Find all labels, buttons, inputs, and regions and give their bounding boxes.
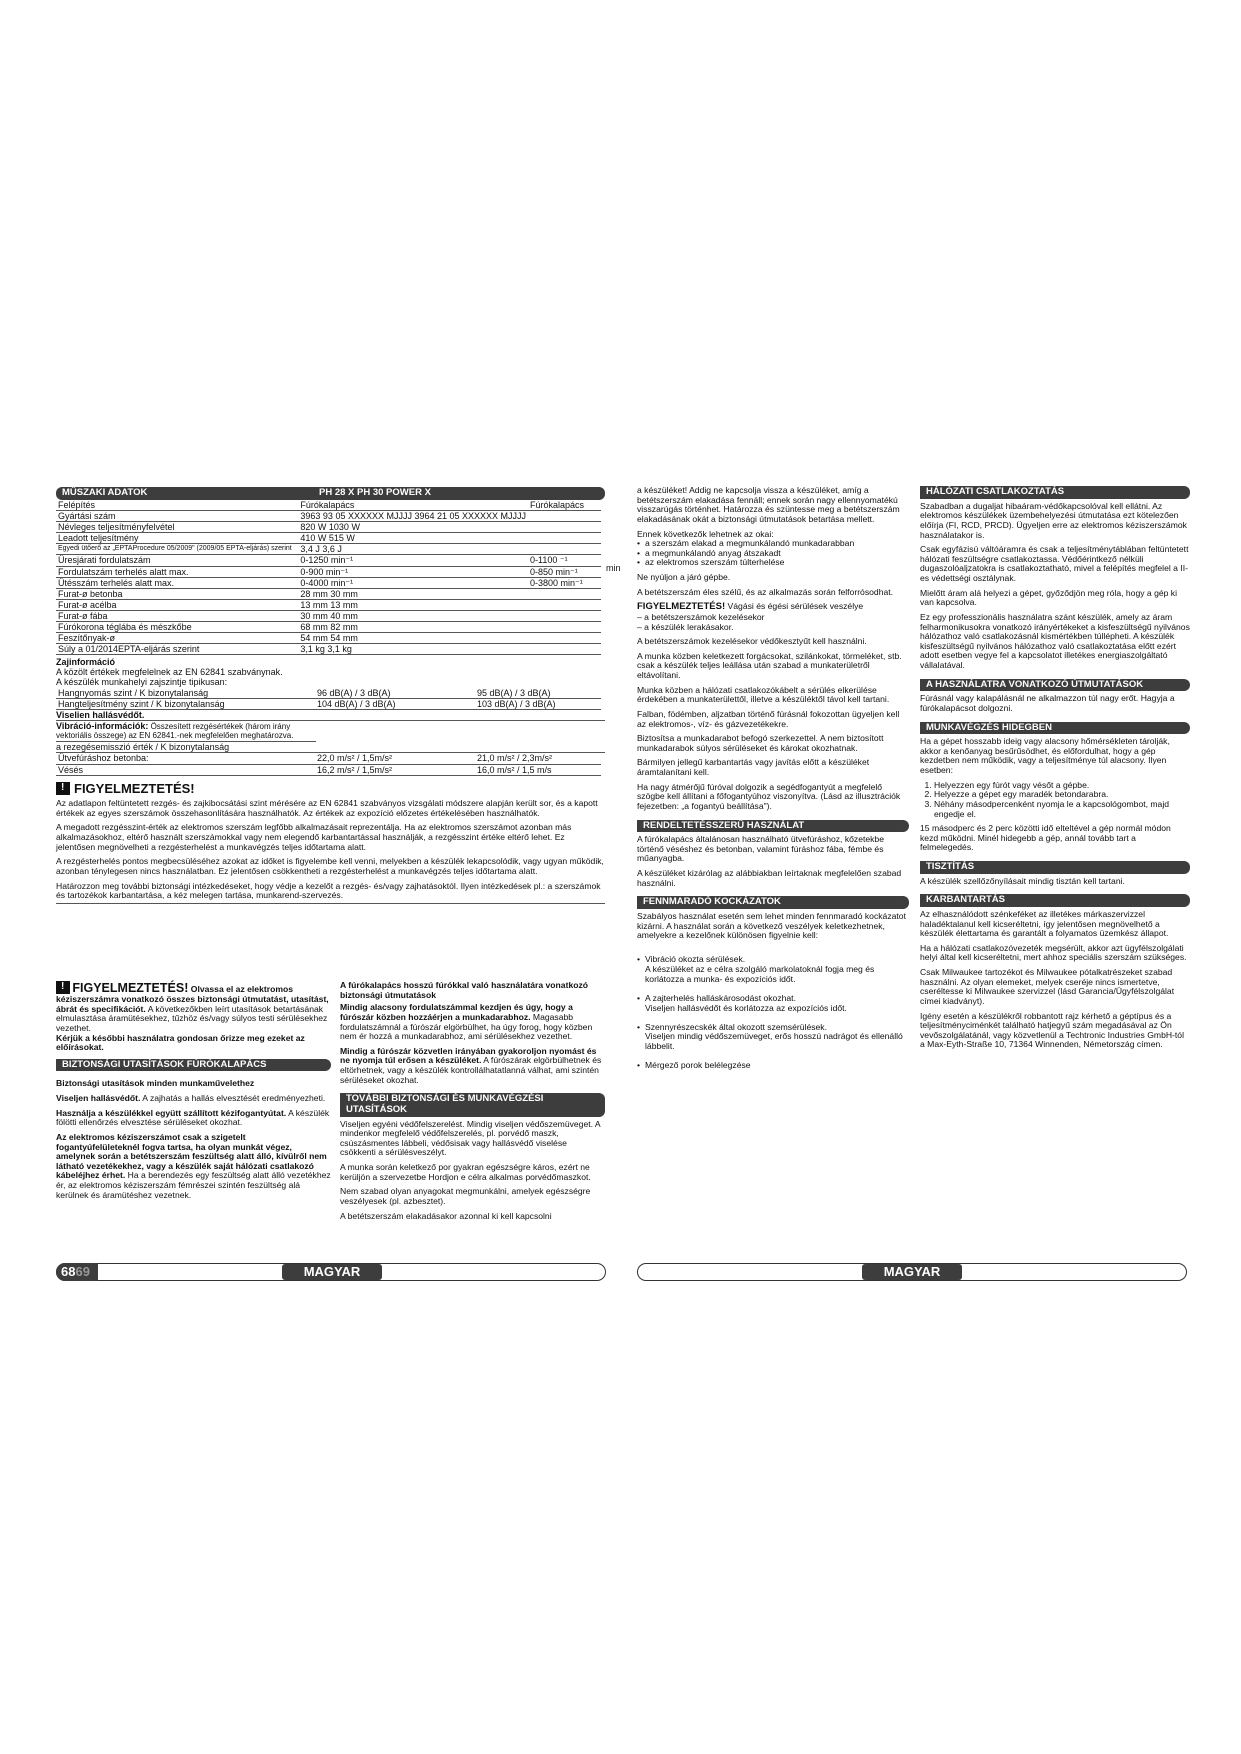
table-cell-v1: 22,0 m/s² / 1,5m/s²: [315, 753, 475, 764]
paragraph: Falban, födémben, aljzatban történő fúrásnál fokozottan ügyeljen kell az elektromos-, víz- és gázvezetékekre.: [637, 708, 900, 729]
table-cell-v1: 0-4000 min⁻¹: [298, 577, 528, 588]
paragraph: [56, 1094, 331, 1104]
table-cell-v2: [528, 588, 601, 599]
table-row: [56, 764, 601, 775]
table-cell-v2: 21,0 m/s² / 2,3m/s²: [475, 753, 601, 764]
text: A fúrószárak elgörbülhetnek és eltörhetnek, vagy a készülék kontrollálhatatlanná válhat, ami szintén sérüléseket okozhat.: [340, 1055, 602, 1085]
paragraph: Bármilyen jellegű karbantartás vagy javítás előtt a készüléket áramtalanítani kell.: [637, 757, 870, 777]
table-cell-v1: Fúrókalapács: [298, 500, 528, 511]
table-cell-v1: 3,4 J 3,6 J: [298, 544, 528, 555]
table-row: [56, 544, 601, 555]
list: [637, 539, 909, 568]
paragraph: Ne nyúljon a járó gépbe.: [637, 572, 731, 582]
paragraph: A fúrókalapács általánosan használható ütvefúráshoz, kőzetekbe történő véséshez és betonban, valamint fúráshoz fába, fémbe és műanyagba.: [637, 834, 884, 864]
table-cell-v2: [528, 644, 601, 655]
list-item: 1. Helyezzen egy fúrót vagy vésőt a gépbe.: [934, 781, 1190, 791]
table-row: [56, 687, 601, 698]
table-row: [56, 577, 601, 588]
paragraph: [340, 1047, 605, 1086]
table-cell-v2: [528, 610, 601, 621]
table-row: [56, 644, 601, 655]
text: Magasabb fordulatszámnál a fúrószár elgörbülhet, ha úgy forog, hogy közben nem ér hozzá a munkadarabhoz, ami sérülésekhez vezethet.: [340, 1011, 593, 1042]
warning-para: Határozzon meg további biztonsági intézkedéseket, hogy védje a kezelőt a rezgés- és/vagy zajhatásoktól. Ilyen intézkedések pl.: a szerszámok és tartozékok karbantartása, a kéz melegen tartása, munkarend-szervezés.: [56, 880, 601, 901]
list-item: • az elektromos szerszám túlterhelése: [637, 558, 909, 568]
paragraph: Az elhasználódott szénkeféket az illetékes márkaszervizzel haladéktalanul kell kicseréltetni, így jelentősen megnövelhető a készülék élettartama és garantált a folyamatos üzemkész állapot.: [920, 908, 1169, 939]
vib-line: a rezegésemisszió érték / K bizonytalanság: [56, 742, 605, 753]
table-cell-label: Fúrókorona téglába és mészkőbe: [56, 621, 298, 632]
table-row: [56, 500, 601, 511]
page-number-left: 68: [61, 1264, 76, 1279]
paragraph: Ha a gépet hosszabb ideig vagy alacsony hőmérsékleten tárolják, akkor a kenőanyag besűrűsödhet, és előfordulhat, hogy a gép kezdetben nem működik, vagy a teljesítménye túl alacsony. Ilyen esetben:: [920, 736, 1170, 775]
table-cell-v2: 0-3800 min⁻¹: [528, 577, 601, 588]
warning-triangle-icon: [56, 782, 70, 795]
table-cell-label: Gyártási szám: [56, 511, 298, 522]
table-cell-v1: 410 W 515 W: [298, 533, 528, 544]
table-cell-v2: [528, 621, 601, 632]
table-cell-v1: 96 dB(A) / 3 dB(A): [315, 687, 475, 698]
table-cell-v1: 3,1 kg 3,1 kg: [298, 644, 528, 655]
table-cell-v2: 0-1100 ⁻¹: [528, 555, 601, 566]
paragraph: Mielőtt áram alá helyezi a gépet, győződjön meg róla, hogy a gép ki van kapcsolva.: [920, 587, 1178, 608]
paragraph: a készüléket! Addig ne kapcsolja vissza a készüléket, amíg a betétszerszám elakadása fennáll; ennek során nagy ellennyomatékú visszarúgás történhet. Határozza és szüntesse meg a betétszerszám elakadásának okát a biztonsági útmutatások betartása mellett.: [637, 485, 900, 524]
table-row: [56, 698, 601, 709]
table-cell-v1: 104 dB(A) / 3 dB(A): [315, 698, 475, 709]
spec-table: [56, 500, 601, 656]
table-row: [56, 511, 601, 522]
table-cell-label: Ütvefúráshoz betonba:: [56, 753, 315, 764]
warning-triangle-icon: [56, 981, 70, 994]
noise-title: Zajinformáció: [56, 657, 116, 668]
table-cell-v1: 13 mm 13 mm: [298, 599, 528, 610]
table-cell-label: Furat-ø acélba: [56, 599, 298, 610]
paragraph: A készülék szellőzőnyílásait mindig tisztán kell tartani.: [920, 875, 1125, 886]
safety-warning-bold: Olvassa el az elektromos kéziszerszámra vonatkozó összes biztonsági útmutatást, utasítást, ábrát és specifikációt.: [56, 984, 329, 1014]
spec-min-label: min: [606, 563, 621, 573]
noise-table: [56, 687, 601, 710]
paragraph: A betétszerszámok kezelésekor védőkesztyűt kell használni.: [637, 636, 867, 647]
bold-lead: Mindig alacsony fordulatszámmal kezdjen és úgy, hogy a fúrószár közben hozzáérjen a munkadarabhoz.: [340, 1002, 573, 1022]
paragraph: Ha nagy átmérőjű fúróval dolgozik a segédfogantyút a megfelelő szögbe kell állítani a főfogantyúhoz viszonyítva. (Lásd az illusztrációk fejezetben: „a fogantyú beállítása").: [637, 781, 901, 811]
table-cell-v1: 54 mm 54 mm: [298, 632, 528, 643]
subheading: Biztonsági utasítások minden munkaművelethez: [56, 1078, 255, 1089]
paragraph: Nem szabad olyan anyagokat megmunkálni, amelyek egészségre veszélyesek (pl. azbesztet).: [340, 1186, 591, 1206]
paragraph: Csak Milwaukee tartozékot és Milwaukee pótalkatrészeket szabad használni. Az olyan elemeket, melyek cseréje nincs ismertetve, cseréltesse ki Milwaukee szervizzel (lásd Garancia/Ügyfélszolgálat címei kiadványt).: [920, 967, 1175, 1006]
vibration-table: [56, 753, 601, 776]
table-cell-v2: 95 dB(A) / 3 dB(A): [475, 687, 601, 698]
table-row: [56, 566, 601, 577]
list-item: • a megmunkálandó anyag átszakadt: [637, 549, 909, 559]
table-cell-v1: 16,2 m/s² / 1,5m/s²: [315, 764, 475, 775]
table-cell-v2: 0-850 min⁻¹: [528, 566, 601, 577]
paragraph: A munka közben keletkezett forgácsokat, szilánkokat, törmeléket, stb. csak a készülék teljes leállása után szabad a munkaterületről eltávolítani.: [637, 650, 902, 680]
section-header: HÁLÓZATI CSATLAKOZTATÁS: [920, 486, 1190, 499]
bold-lead: Az elektromos kéziszerszámot csak a szigetelt fogantyúfelületeknél fogva tartsa, ha olyan munkát végez, amelynek során a betétszerszám feszültség alatt álló, kívülről nem látható vezetékekhez, vagy a készülék saját hálózati csatlakozó kábeléjhez érhet.: [56, 1131, 327, 1181]
paragraph: [340, 1003, 605, 1042]
paragraph: A betétszerszám éles szélű, és az alkalmazás során felforrósodhat.: [637, 586, 894, 597]
list-item: • Szennyrészecskék által okozott szemsérülések. Viseljen mindig védőszemüveget, erős hosszú nadrágot és ellenálló lábbelit.: [637, 1023, 909, 1052]
table-cell-v1: 28 mm 30 mm: [298, 588, 528, 599]
column-2: [340, 981, 605, 1226]
table-cell-label: Feszítőnyak-ø: [56, 632, 298, 643]
warning-title: FIGYELMEZTETÉS!: [74, 780, 195, 796]
table-row: [56, 621, 601, 632]
list-item: • Mérgező porok belélegzése: [637, 1061, 909, 1071]
paragraph: [56, 1133, 331, 1200]
table-cell-label: Furat-ø fába: [56, 610, 298, 621]
table-cell-v1: 0-900 min⁻¹: [298, 566, 528, 577]
table-cell-v2: Fúrókalapács: [528, 500, 601, 511]
paragraph: 15 másodperc és 2 perc közötti idő elteltével a gép normál módon kezd működni. Minél hidegebb a gép, annál tovább tart a felmelegedés.: [920, 823, 1171, 853]
safety-warning: [56, 981, 331, 1053]
paragraph: A munka során keletkező por gyakran egészségre káros, ezért ne kerüljön a szervezetbe Hordjon e célra alkalmas porvédőmaszkot.: [340, 1162, 591, 1182]
table-cell-label: Hangteljesítmény szint / K bizonytalanság: [56, 698, 315, 709]
list-item: • A zajterhelés halláskárosodást okozhat. Viseljen hallásvédőt és korlátozza az expozíciós időt.: [637, 994, 909, 1013]
table-row: [56, 610, 601, 621]
table-cell-label: Egyedi ütőerő az „EPTAProcedure 05/2009" (2009/05 EPTA-eljárás) szerint: [56, 544, 298, 555]
paragraph: Biztosítsa a munkadarabot befogó szerkezettel. A nem biztosított munkadarabok súlyos sérüléseket és károkat okozhatnak.: [637, 733, 884, 753]
paragraph: Igény esetén a készülékről robbantott rajz kérhető a géptípus és a teljesítményciménkét található hatjegyű szám megadásával az Ön vevőszolgálatánál, vagy közvetlenül a Techtronic Industries GmbH-tól a Max-Eyth-Straße 10, 71364 Winnenden, Németország címen.: [920, 1010, 1184, 1050]
section-header: KARBANTARTÁS: [920, 894, 1190, 907]
section-header: TISZTÍTÁS: [920, 861, 1190, 874]
table-cell-v1: 68 mm 82 mm: [298, 621, 528, 632]
paragraph: A készüléket kizárólag az alábbiakban leírtaknak megfelelően szabad használni.: [637, 868, 902, 888]
table-cell-label: Ütésszám terhelés alatt max.: [56, 577, 298, 588]
dash-item: – a betétszerszámok kezelésekor: [637, 611, 765, 622]
section-header: BIZTONSÁGI UTASÍTÁSOK FÚRÓKALAPÁCS: [56, 1059, 331, 1072]
bold-lead: Mindig a fúrószár közvetlen irányában gyakoroljon nyomást és ne nyomja túl erősen a készüléket.: [340, 1045, 597, 1066]
table-cell-label: Furat-ø betonba: [56, 588, 298, 599]
table-cell-label: Leadott teljesítmény: [56, 533, 298, 544]
table-cell-v1: 30 mm 40 mm: [298, 610, 528, 621]
table-cell-label: Fordulatszám terhelés alatt max.: [56, 566, 298, 577]
section-header: RENDELTETÉSSZERŰ HASZNÁLAT: [637, 820, 909, 833]
noise-line-1: A közölt értékek megfelelnek az EN 62841 szabványnak.: [56, 667, 283, 678]
table-row: [56, 599, 601, 610]
table-row: [56, 753, 601, 764]
column-1: [56, 981, 331, 1205]
warning-body: [56, 799, 605, 904]
bold-lead: FIGYELMEZTETÉS!: [637, 601, 726, 613]
spec-header: [56, 487, 605, 500]
section-header: FENNMARADÓ KOCKÁZATOK: [637, 896, 909, 909]
table-cell-label: Vésés: [56, 764, 315, 775]
table-cell-v2: [528, 511, 601, 522]
page-number: [56, 1263, 98, 1281]
bold-lead: Viseljen hallásvédőt.: [56, 1093, 141, 1103]
footer-language-right: MAGYAR: [862, 1264, 962, 1280]
numbered-list: [934, 781, 1190, 820]
text: A zajhatás a hallás elvesztését eredményezheti.: [140, 1093, 326, 1103]
table-cell-v2: 103 dB(A) / 3 dB(A): [475, 698, 601, 709]
bold-lead: Használja a készülékkel együtt szállított kézifogantyútat.: [56, 1107, 287, 1118]
spec-model: PH 28 X PH 30 POWER X: [319, 487, 431, 498]
noise-line-2: A készülék munkahelyi zajszintje tipikusan:: [56, 677, 228, 688]
section-header: TOVÁBBI BIZTONSÁGI ÉS MUNKAVÉGZÉSI UTASÍTÁSOK: [340, 1093, 605, 1116]
table-cell-v2: [528, 544, 601, 555]
table-cell-v2: [528, 522, 601, 533]
text: Ha a berendezés egy feszültség alatt álló vezetékhez ér, az elektromos kéziszerszám fémrészei szintén feszültség alá kerülnek és áramütéshez vezetnek.: [56, 1170, 331, 1200]
vibration-info: [56, 721, 316, 742]
table-row: [56, 588, 601, 599]
table-cell-v2: [528, 533, 601, 544]
table-cell-label: Névleges teljesítményfelvétel: [56, 522, 298, 533]
paragraph: [56, 1109, 331, 1128]
table-cell-v2: [528, 599, 601, 610]
vib-text: Összesített rezgésértékek (három irány vektoriális összege) az EN 62841.-nek megfelelően meghatározva.: [56, 722, 294, 740]
table-cell-label: Hangnyomás szint / K bizonytalanság: [56, 687, 315, 698]
table-cell-label: Üresjárati fordulatszám: [56, 555, 298, 566]
paragraph: Viseljen egyéni védőfelszerelést. Mindig viseljen védőszemüveget. A mindenkor megfelelő védőfelszerelés, pl. porvédő maszk, csúszásmentes lábbeli, védősisak vagy hallásvédő viselése csökkenti a sérülésveszélyt.: [340, 1118, 601, 1158]
list-item: 3. Néhány másodpercenként nyomja le a kapcsológombot, majd engedje el.: [934, 800, 1190, 819]
list-item: • a szerszám elakad a megmunkálandó munkadarabban: [637, 539, 909, 549]
section-header: A HASZNÁLATRA VONATKOZÓ ÚTMUTATÁSOK: [920, 679, 1190, 692]
warning-para: Az adatlapon feltüntetett rezgés- és zajkibocsátási szint mérésére az EN 62841 szabványos vizsgálati módszere alapján került sor, és a kapott értékek az egyes szerszámok összehasonlítására használhatók. Az értékek az expozíció előzetes értékelésében használhatók.: [56, 798, 598, 818]
list-item: 2. Helyezze a gépet egy maradék betondarabra.: [934, 790, 1190, 800]
table-cell-v1: 3963 93 05 XXXXXX MJJJJ 3964 21 05 XXXXXX MJJJJ: [300, 511, 527, 522]
spec-title: MŰSZAKI ADATOK: [62, 487, 148, 498]
page-number-right: 69: [75, 1264, 90, 1279]
paragraph: Fúrásnál vagy kalapálásnál ne alkalmazzon túl nagy erőt. Hagyja a fúrókalapácsot dolgozni.: [920, 693, 1175, 713]
table-row: [56, 632, 601, 643]
warning-heading: [56, 782, 605, 797]
table-cell-v1: 0-1250 min⁻¹: [298, 555, 528, 566]
paragraph: Ennek következők lehetnek az okai:: [637, 528, 774, 539]
spec-section: [56, 487, 621, 904]
table-cell-v1: 820 W 1030 W: [298, 522, 528, 533]
dash-item: – a készülék lerakásakor.: [637, 621, 734, 632]
paragraph: Munka közben a hálózati csatlakozókábelt a sérülés elkerülése érdekében a munkaterülettől, illetve a készüléktől távol kell tartani.: [637, 684, 890, 705]
vib-title: Vibráció-információk:: [56, 721, 149, 732]
paragraph: Ez egy professzionális használatra szánt készülék, amely az áram felharmonikusokra vonatkozó irányértékeket a kisfeszültségű nyilvános hálózathoz való csatlakozásnál kismértékben túllépheti. A készülék kisfeszültségű nyilvános hálózathoz való csatlakoztatása előtt ezért adott esetben vegye fel a kapcsolatot illetékes energiaszolgáltató vállalatával.: [920, 611, 1190, 670]
table-cell-v2: [528, 632, 601, 643]
paragraph: Csak egyfázisú váltóáramra és csak a teljesítménytáblában feltüntetett hálózati feszültségre csatlakoztassa. Védőérintkező nélküli dugaszolóaljzatokra is csatlakoztatható, mivel a felépítés megfelel a II-es védettségi osztálynak.: [920, 544, 1189, 583]
paragraph: Szabadban a dugaljat hibaáram-védőkapcsolóval kell ellátni. Az elektromos készülékek üzembehelyezési útmutatása ezt kötelezően előírja (FI, RCD, PRCD). Ügyeljen erre az elektromos kéziszerszámok használatakor is.: [920, 500, 1187, 540]
table-row: [56, 533, 601, 544]
column-3: [637, 486, 909, 1086]
text: A készülék fölötti ellenőrzés elvesztése sérüléseket okozhat.: [56, 1107, 330, 1128]
paragraph: A betétszerszám elakadásakor azonnal ki kell kapcsolni: [340, 1210, 552, 1221]
safety-warning-text: A következőkben leírt utasítások betartásának elmulasztása áramütésekhez, tűzhöz és/vagy súlyos testi sérülésekhez vezethet.: [56, 1003, 328, 1033]
table-row: [56, 555, 601, 566]
table-cell-label: Súly a 01/2014EPTA-eljárás szerint: [56, 644, 298, 655]
list: [637, 946, 909, 1081]
column-4: [920, 486, 1190, 1055]
paragraph: Ha a hálózati csatlakozóvezeték megsérült, akkor azt ügyfélszolgálati helyi által kell kicseréltetni, mert ahhoz speciális szerszám szükséges.: [920, 942, 1187, 963]
table-row: [56, 522, 601, 533]
warning-para: A megadott rezgésszint-érték az elektromos szerszám legfőbb alkalmazásait reprezentálja. Ha az elektromos szerszámot azonban más alkalmazásokhoz, eltérő használt szerszámokkal vagy nem elegendő karbantartással használják, a rezgésszint értéke eltérő lehet. Ez jelentősen megnövelheti a rezgésterhelést a munkavégzés teljes időtartama alatt.: [56, 822, 572, 852]
hearing-note: Viselien hallásvédőt.: [56, 710, 605, 721]
subheading: A fúrókalapács hosszú fúrókkal való használatára vonatkozó biztonsági útmutatások: [340, 980, 589, 1000]
table-cell-v2: 16,0 m/s² / 1,5 m/s: [475, 764, 601, 775]
text: Vágási és égési sérülések veszélye: [725, 601, 864, 612]
table-cell-label: Felépítés: [56, 500, 298, 511]
safety-warning-title: FIGYELMEZTETÉS!: [72, 981, 189, 995]
safety-warning-keep: Kérjük a későbbi használatra gondosan őrizze meg ezeket az előírásokat.: [56, 1032, 305, 1053]
warning-para: A rezgésterhelés pontos megbecsüléséhez azokat az időket is figyelembe kell venni, melyekben a készülék lekapcsolódik, vagy ugyan működik, azonban ténylegesen nincs használatban. Ez jelentősen csökkentheti a rezgésterhelést a munkavégzés teljes időtartama alatt.: [56, 856, 604, 876]
footer-language-left: MAGYAR: [282, 1264, 382, 1280]
list-item: • Vibráció okozta sérülések. A készüléket az e célra szolgáló markolatoknál fogja meg és korlátozza a munka- és expozíciós időt.: [637, 955, 909, 984]
section-header: MUNKAVÉGZÉS HIDEGBEN: [920, 722, 1190, 735]
paragraph: Szabályos használat esetén sem lehet minden fennmaradó kockázatot kizárni. A használat során a következő veszélyek keletkezhetnek, amelyekre a kezelőnek különösen figyelnie kell:: [637, 910, 906, 941]
